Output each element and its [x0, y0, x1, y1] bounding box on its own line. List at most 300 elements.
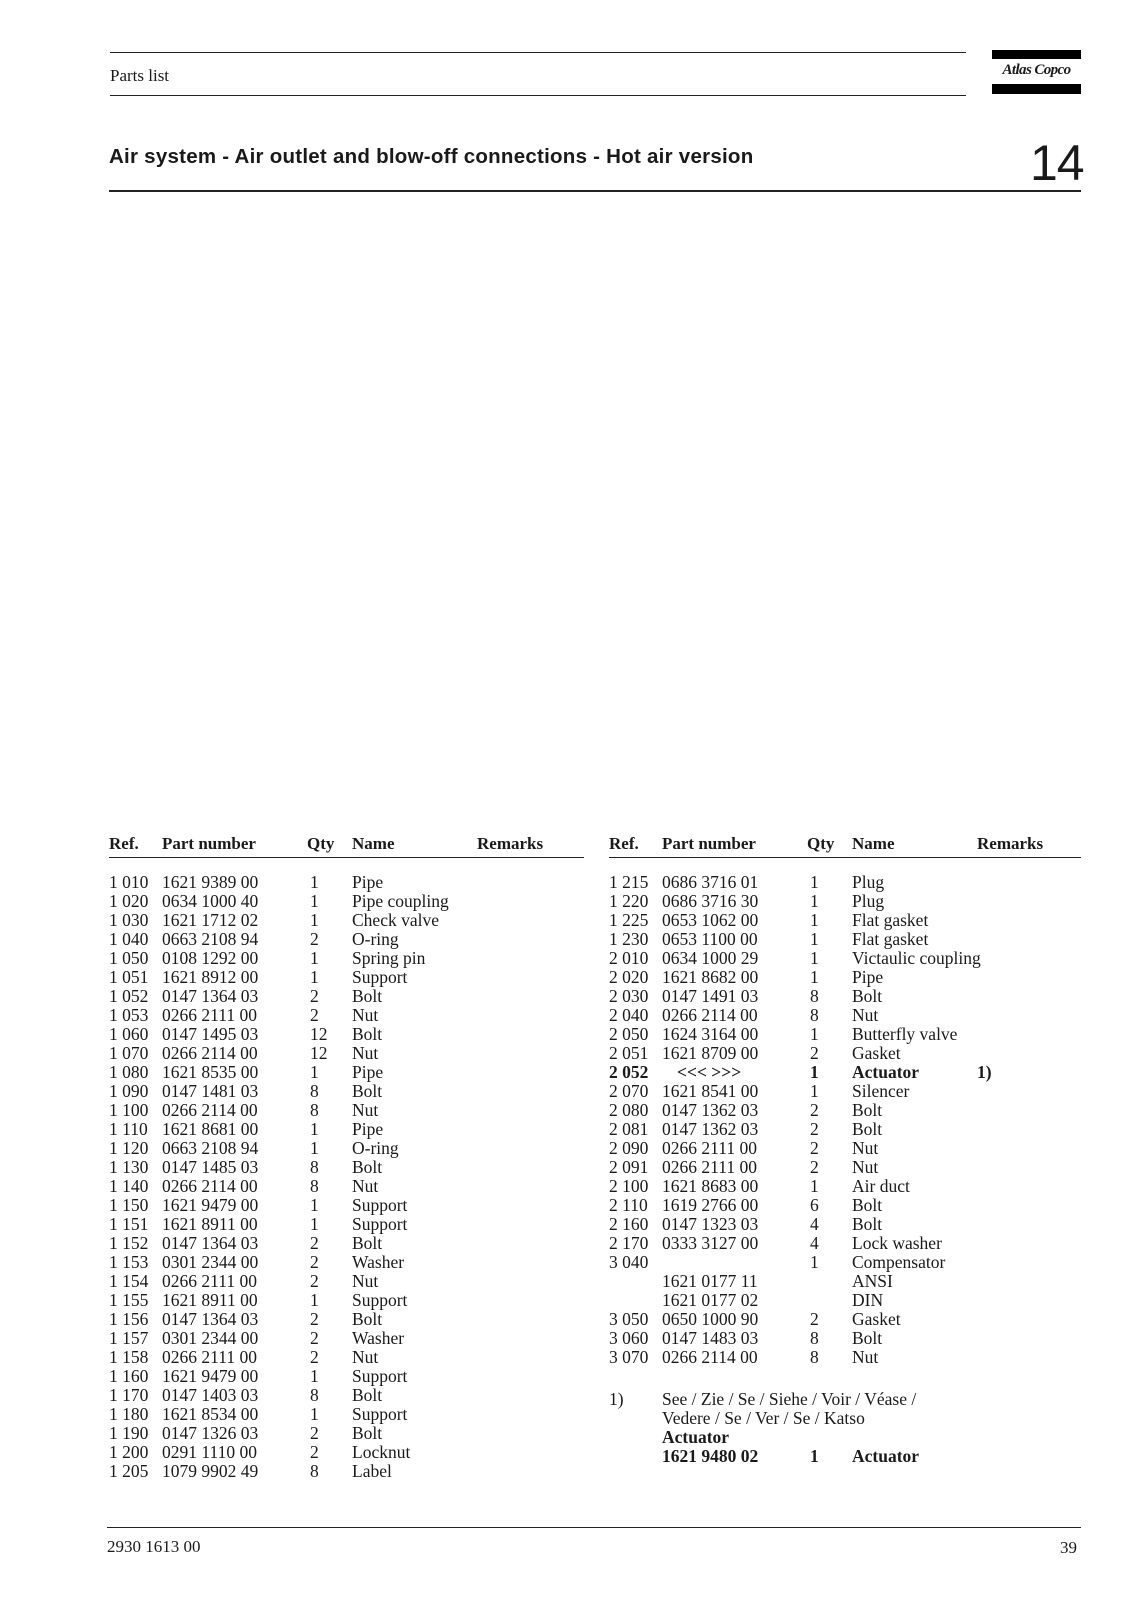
part-number-cell: 1621 1712 02 — [162, 910, 259, 930]
name-cell: Support — [352, 1404, 408, 1424]
table-row — [109, 1329, 584, 1348]
table-row — [609, 1044, 1081, 1063]
part-number-cell: 0147 1495 03 — [162, 1024, 259, 1044]
qty-cell: 1 — [810, 872, 819, 892]
qty-cell: 1 — [310, 1119, 319, 1139]
name-cell: Bolt — [852, 1328, 883, 1348]
table-row — [109, 892, 584, 911]
table-row — [109, 1025, 584, 1044]
qty-cell: 2 — [310, 1423, 319, 1443]
table-row — [609, 1006, 1081, 1025]
part-number-cell: 1621 8709 00 — [662, 1043, 759, 1063]
part-number-cell: 1079 9902 49 — [162, 1461, 259, 1481]
qty-cell: 1 — [810, 910, 819, 930]
part-number-cell: 1619 2766 00 — [662, 1195, 759, 1215]
table-row — [109, 1215, 584, 1234]
ref-cell: 1 100 — [109, 1100, 149, 1120]
ref-cell: 2 052 — [609, 1062, 649, 1082]
footer-doc-number: 2930 1613 00 — [107, 1537, 201, 1556]
qty-cell: 1 — [310, 1138, 319, 1158]
table-row — [609, 1120, 1081, 1139]
name-cell: Silencer — [852, 1081, 910, 1101]
table-row — [609, 1196, 1081, 1215]
part-number-cell: 0266 2114 00 — [162, 1043, 258, 1063]
col-qty-header: Qty — [807, 834, 835, 853]
qty-cell: 1 — [310, 1195, 319, 1215]
header-bottom-rule — [110, 95, 966, 96]
table-row — [609, 1063, 1081, 1082]
part-number-cell: 0147 1364 03 — [162, 1309, 259, 1329]
part-number-cell: 1621 8534 00 — [162, 1404, 259, 1424]
part-number-cell: 0147 1364 03 — [162, 1233, 259, 1253]
table-row — [609, 1329, 1081, 1348]
qty-cell: 1 — [310, 910, 319, 930]
qty-cell: 2 — [310, 1252, 319, 1272]
part-number-cell: 0266 2111 00 — [162, 1271, 257, 1291]
qty-cell: 12 — [310, 1024, 328, 1044]
name-cell: Nut — [852, 1138, 879, 1158]
qty-cell: 8 — [310, 1100, 319, 1120]
table-row — [609, 949, 1081, 968]
qty-cell: 2 — [810, 1157, 819, 1177]
col-ref-header: Ref. — [109, 834, 139, 853]
name-cell: Compensator — [852, 1252, 946, 1272]
part-number-cell: 0634 1000 40 — [162, 891, 259, 911]
part-number-cell: <<< >>> — [677, 1062, 742, 1082]
table-row — [109, 873, 584, 892]
name-cell: Pipe coupling — [352, 891, 449, 911]
table-row — [109, 1044, 584, 1063]
part-number-cell: 1621 8683 00 — [662, 1176, 759, 1196]
ref-cell: 2 010 — [609, 948, 649, 968]
qty-cell: 2 — [310, 1328, 319, 1348]
part-number-cell: 1621 9389 00 — [162, 872, 259, 892]
name-cell: Nut — [352, 1271, 379, 1291]
qty-cell: 2 — [310, 1442, 319, 1462]
table-row — [109, 1063, 584, 1082]
part-number-cell: 0266 2111 00 — [662, 1138, 757, 1158]
ref-cell: 2 110 — [609, 1195, 648, 1215]
table-row — [609, 892, 1081, 911]
qty-cell: 8 — [310, 1176, 319, 1196]
ref-cell: 2 030 — [609, 986, 649, 1006]
right-parts-table — [609, 873, 1081, 1367]
qty-cell: 1 — [310, 891, 319, 911]
ref-cell: 1 030 — [109, 910, 149, 930]
qty-cell: 2 — [810, 1043, 819, 1063]
table-row — [109, 1443, 584, 1462]
qty-cell: 1 — [310, 1366, 319, 1386]
ref-cell: 1 140 — [109, 1176, 149, 1196]
name-cell: Plug — [852, 872, 885, 892]
right-table-header — [609, 834, 1081, 856]
name-cell: O-ring — [352, 1138, 399, 1158]
name-cell: Label — [352, 1461, 392, 1481]
qty-cell: 1 — [810, 1081, 819, 1101]
name-cell: Flat gasket — [852, 929, 929, 949]
footnote-line-1: See / Zie / Se / Siehe / Voir / Véase / — [662, 1389, 917, 1409]
qty-cell: 1 — [310, 1290, 319, 1310]
ref-cell: 1 090 — [109, 1081, 149, 1101]
name-cell: Flat gasket — [852, 910, 929, 930]
table-row — [109, 1006, 584, 1025]
part-number-cell: 0147 1326 03 — [162, 1423, 259, 1443]
table-row — [109, 1196, 584, 1215]
ref-cell: 1 157 — [109, 1328, 149, 1348]
name-cell: O-ring — [352, 929, 399, 949]
table-row — [609, 1348, 1081, 1367]
qty-cell: 8 — [810, 1347, 819, 1367]
ref-cell: 2 080 — [609, 1100, 649, 1120]
name-cell: Washer — [352, 1252, 405, 1272]
part-number-cell: 0266 2114 00 — [162, 1176, 258, 1196]
name-cell: Pipe — [352, 1119, 384, 1139]
qty-cell: 2 — [310, 986, 319, 1006]
qty-cell: 1 — [310, 1062, 319, 1082]
table-row — [609, 1101, 1081, 1120]
ref-cell: 1 053 — [109, 1005, 149, 1025]
part-number-cell: 0266 2111 00 — [662, 1157, 757, 1177]
table-row — [109, 1101, 584, 1120]
part-number-cell: 0663 2108 94 — [162, 929, 259, 949]
table-row — [609, 1272, 1081, 1291]
name-cell: Locknut — [352, 1442, 411, 1462]
ref-cell: 2 100 — [609, 1176, 649, 1196]
ref-cell: 1 160 — [109, 1366, 149, 1386]
part-number-cell: 0301 2344 00 — [162, 1252, 259, 1272]
part-number-cell: 0634 1000 29 — [662, 948, 759, 968]
part-number-cell: 1621 8911 00 — [162, 1214, 258, 1234]
name-cell: Nut — [852, 1347, 879, 1367]
ref-cell: 1 158 — [109, 1347, 149, 1367]
name-cell: Washer — [352, 1328, 405, 1348]
part-number-cell: 0686 3716 01 — [662, 872, 759, 892]
part-number-cell: 1621 0177 11 — [662, 1271, 758, 1291]
ref-cell: 1 156 — [109, 1309, 149, 1329]
table-row — [609, 1158, 1081, 1177]
qty-cell: 4 — [810, 1214, 819, 1234]
table-row — [609, 1291, 1081, 1310]
ref-cell: 1 052 — [109, 986, 149, 1006]
table-row — [109, 949, 584, 968]
ref-cell: 1 050 — [109, 948, 149, 968]
col-remarks-header: Remarks — [477, 834, 544, 853]
part-number-cell: 0147 1364 03 — [162, 986, 259, 1006]
ref-cell: 3 060 — [609, 1328, 649, 1348]
footnote-qty: 1 — [810, 1446, 819, 1466]
table-row — [109, 1424, 584, 1443]
qty-cell: 1 — [810, 1252, 819, 1272]
table-row — [109, 987, 584, 1006]
table-row — [609, 968, 1081, 987]
name-cell: ANSI — [852, 1271, 893, 1291]
qty-cell: 8 — [810, 1328, 819, 1348]
ref-cell: 1 170 — [109, 1385, 149, 1405]
ref-cell: 1 180 — [109, 1404, 149, 1424]
page-title: Air system - Air outlet and blow-off connections - Hot air version — [109, 145, 754, 168]
qty-cell: 1 — [810, 1024, 819, 1044]
part-number-cell: 0291 1110 00 — [162, 1442, 257, 1462]
ref-cell: 1 220 — [609, 891, 649, 911]
left-parts-table — [109, 873, 584, 1481]
section-number: 14 — [1030, 135, 1084, 191]
name-cell: Pipe — [352, 1062, 384, 1082]
qty-cell: 2 — [310, 1309, 319, 1329]
col-part-number-header: Part number — [662, 834, 756, 853]
name-cell: Nut — [352, 1176, 379, 1196]
table-row — [609, 1234, 1081, 1253]
title-rule — [109, 190, 1081, 192]
ref-cell: 2 050 — [609, 1024, 649, 1044]
part-number-cell: 0266 2114 00 — [662, 1347, 758, 1367]
footnote — [609, 1390, 1081, 1466]
table-row — [109, 1253, 584, 1272]
table-row — [109, 911, 584, 930]
logo-top-bar — [992, 50, 1081, 59]
qty-cell: 1 — [810, 967, 819, 987]
name-cell: Victaulic coupling — [852, 948, 981, 968]
table-row — [109, 1348, 584, 1367]
name-cell: Bolt — [352, 1233, 383, 1253]
name-cell: Bolt — [852, 1100, 883, 1120]
table-row — [609, 873, 1081, 892]
table-row — [609, 1310, 1081, 1329]
name-cell: Bolt — [852, 1214, 883, 1234]
ref-cell: 1 070 — [109, 1043, 149, 1063]
table-row — [609, 1253, 1081, 1272]
table-row — [109, 1120, 584, 1139]
name-cell: Bolt — [352, 1024, 383, 1044]
qty-cell: 2 — [310, 1347, 319, 1367]
ref-cell: 2 170 — [609, 1233, 649, 1253]
ref-cell: 1 155 — [109, 1290, 149, 1310]
part-number-cell: 0266 2111 00 — [162, 1347, 257, 1367]
table-row — [609, 911, 1081, 930]
name-cell: Air duct — [852, 1176, 910, 1196]
qty-cell: 1 — [310, 1404, 319, 1424]
ref-cell: 2 070 — [609, 1081, 649, 1101]
name-cell: Nut — [852, 1005, 879, 1025]
table-row — [109, 1139, 584, 1158]
name-cell: Bolt — [352, 1423, 383, 1443]
table-row — [609, 1177, 1081, 1196]
part-number-cell: 1621 8681 00 — [162, 1119, 259, 1139]
ref-cell: 1 152 — [109, 1233, 149, 1253]
ref-cell: 2 051 — [609, 1043, 649, 1063]
part-number-cell: 0108 1292 00 — [162, 948, 259, 968]
name-cell: Bolt — [352, 1081, 383, 1101]
table-row — [109, 1082, 584, 1101]
logo-bottom-bar — [992, 84, 1081, 94]
header-label: Parts list — [110, 66, 170, 85]
qty-cell: 1 — [310, 1214, 319, 1234]
ref-cell: 1 020 — [109, 891, 149, 911]
left-table-header — [109, 834, 584, 856]
ref-cell: 2 091 — [609, 1157, 649, 1177]
col-part-number-header: Part number — [162, 834, 256, 853]
qty-cell: 1 — [310, 948, 319, 968]
name-cell: Spring pin — [352, 948, 426, 968]
col-remarks-header: Remarks — [977, 834, 1044, 853]
footnote-part-number: 1621 9480 02 — [662, 1446, 759, 1466]
table-row — [609, 930, 1081, 949]
remarks-cell: 1) — [977, 1062, 992, 1082]
table-row — [109, 1158, 584, 1177]
name-cell: Bolt — [852, 986, 883, 1006]
ref-cell: 1 130 — [109, 1157, 149, 1177]
ref-cell: 2 081 — [609, 1119, 649, 1139]
part-number-cell: 1621 8535 00 — [162, 1062, 259, 1082]
table-row — [609, 1139, 1081, 1158]
part-number-cell: 0147 1491 03 — [662, 986, 759, 1006]
left-table-header-rule — [109, 857, 584, 858]
part-number-cell: 0147 1362 03 — [662, 1100, 759, 1120]
name-cell: Bolt — [352, 986, 383, 1006]
qty-cell: 8 — [310, 1461, 319, 1481]
col-ref-header: Ref. — [609, 834, 639, 853]
atlas-copco-logo — [992, 50, 1081, 94]
name-cell: Bolt — [352, 1157, 383, 1177]
footnote-marker: 1) — [609, 1389, 624, 1409]
table-row — [109, 930, 584, 949]
name-cell: Gasket — [852, 1043, 901, 1063]
footer-page-number: 39 — [1060, 1538, 1077, 1557]
name-cell: DIN — [852, 1290, 884, 1310]
name-cell: Support — [352, 1214, 408, 1234]
header-top-rule — [110, 52, 966, 53]
name-cell: Butterfly valve — [852, 1024, 958, 1044]
qty-cell: 2 — [310, 1233, 319, 1253]
ref-cell: 1 200 — [109, 1442, 149, 1462]
qty-cell: 2 — [810, 1100, 819, 1120]
name-cell: Support — [352, 967, 408, 987]
name-cell: Nut — [352, 1043, 379, 1063]
table-row — [109, 1272, 584, 1291]
part-number-cell: 0653 1062 00 — [662, 910, 759, 930]
qty-cell: 2 — [310, 929, 319, 949]
part-number-cell: 0686 3716 30 — [662, 891, 759, 911]
footnote-line-3: Actuator — [662, 1427, 730, 1447]
ref-cell: 1 151 — [109, 1214, 149, 1234]
name-cell: Pipe — [352, 872, 384, 892]
ref-cell: 1 154 — [109, 1271, 149, 1291]
logo-text: Atlas Copco — [1002, 62, 1071, 78]
ref-cell: 1 205 — [109, 1461, 149, 1481]
part-number-cell: 0333 3127 00 — [662, 1233, 759, 1253]
table-row — [109, 1291, 584, 1310]
table-row — [109, 1462, 584, 1481]
qty-cell: 2 — [810, 1119, 819, 1139]
part-number-cell: 0663 2108 94 — [162, 1138, 259, 1158]
qty-cell: 6 — [810, 1195, 819, 1215]
part-number-cell: 1621 9479 00 — [162, 1366, 259, 1386]
ref-cell: 2 020 — [609, 967, 649, 987]
table-row — [609, 987, 1081, 1006]
ref-cell: 1 051 — [109, 967, 149, 987]
name-cell: Lock washer — [852, 1233, 942, 1253]
part-number-cell: 0266 2111 00 — [162, 1005, 257, 1025]
name-cell: Nut — [352, 1100, 379, 1120]
table-row — [609, 1025, 1081, 1044]
qty-cell: 8 — [310, 1385, 319, 1405]
qty-cell: 1 — [810, 1176, 819, 1196]
table-row — [109, 1234, 584, 1253]
part-number-cell: 0650 1000 90 — [662, 1309, 759, 1329]
name-cell: Bolt — [352, 1309, 383, 1329]
ref-cell: 3 070 — [609, 1347, 649, 1367]
table-row — [609, 1215, 1081, 1234]
name-cell: Nut — [352, 1005, 379, 1025]
qty-cell: 2 — [810, 1309, 819, 1329]
qty-cell: 4 — [810, 1233, 819, 1253]
table-row — [109, 1367, 584, 1386]
footnote-line-2: Vedere / Se / Ver / Se / Katso — [662, 1408, 865, 1428]
table-row — [109, 1310, 584, 1329]
table-row — [109, 1386, 584, 1405]
qty-cell: 1 — [310, 967, 319, 987]
part-number-cell: 0147 1323 03 — [662, 1214, 759, 1234]
ref-cell: 3 040 — [609, 1252, 649, 1272]
ref-cell: 1 060 — [109, 1024, 149, 1044]
qty-cell: 8 — [810, 1005, 819, 1025]
qty-cell: 12 — [310, 1043, 328, 1063]
name-cell: Bolt — [352, 1385, 383, 1405]
name-cell: Actuator — [852, 1062, 920, 1082]
col-name-header: Name — [352, 834, 395, 853]
ref-cell: 1 215 — [609, 872, 649, 892]
part-number-cell: 0301 2344 00 — [162, 1328, 259, 1348]
ref-cell: 2 160 — [609, 1214, 649, 1234]
table-row — [109, 968, 584, 987]
qty-cell: 1 — [810, 891, 819, 911]
name-cell: Support — [352, 1195, 408, 1215]
name-cell: Support — [352, 1366, 408, 1386]
qty-cell: 8 — [310, 1157, 319, 1177]
part-number-cell: 1621 8911 00 — [162, 1290, 258, 1310]
qty-cell: 8 — [310, 1081, 319, 1101]
ref-cell: 1 225 — [609, 910, 649, 930]
col-name-header: Name — [852, 834, 895, 853]
table-row — [109, 1177, 584, 1196]
qty-cell: 1 — [810, 948, 819, 968]
ref-cell: 1 080 — [109, 1062, 149, 1082]
ref-cell: 2 090 — [609, 1138, 649, 1158]
name-cell: Bolt — [852, 1119, 883, 1139]
part-number-cell: 1621 8682 00 — [662, 967, 759, 987]
ref-cell: 1 190 — [109, 1423, 149, 1443]
table-row — [109, 1405, 584, 1424]
part-number-cell: 1624 3164 00 — [662, 1024, 759, 1044]
ref-cell: 1 110 — [109, 1119, 148, 1139]
col-qty-header: Qty — [307, 834, 335, 853]
ref-cell: 1 010 — [109, 872, 149, 892]
name-cell: Check valve — [352, 910, 439, 930]
part-number-cell: 1621 0177 02 — [662, 1290, 759, 1310]
part-number-cell: 0653 1100 00 — [662, 929, 758, 949]
ref-cell: 1 153 — [109, 1252, 149, 1272]
ref-cell: 2 040 — [609, 1005, 649, 1025]
qty-cell: 8 — [810, 986, 819, 1006]
table-row — [609, 1082, 1081, 1101]
name-cell: Bolt — [852, 1195, 883, 1215]
name-cell: Support — [352, 1290, 408, 1310]
ref-cell: 1 120 — [109, 1138, 149, 1158]
qty-cell: 2 — [310, 1271, 319, 1291]
part-number-cell: 0266 2114 00 — [162, 1100, 258, 1120]
part-number-cell: 0147 1403 03 — [162, 1385, 259, 1405]
part-number-cell: 0147 1481 03 — [162, 1081, 259, 1101]
right-table-header-rule — [609, 857, 1081, 858]
